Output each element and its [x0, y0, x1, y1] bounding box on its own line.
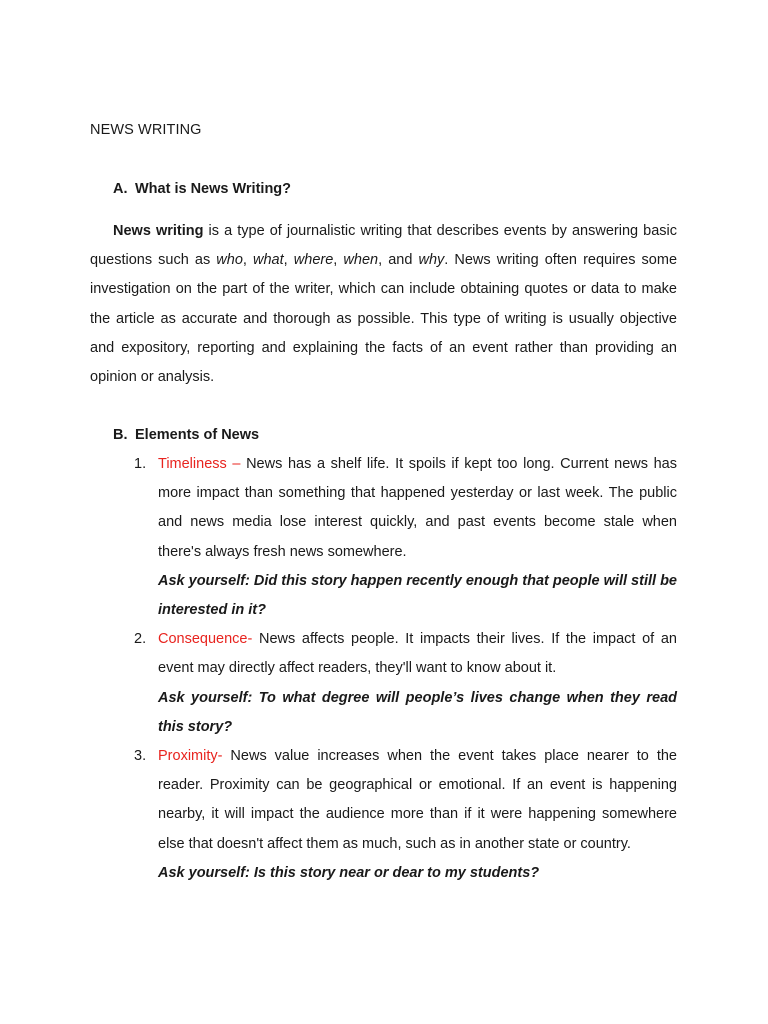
separator: , [242, 252, 254, 269]
intro-term: News writing [113, 223, 204, 239]
element-term: Consequence- [158, 631, 253, 648]
element-text: News affects people. It impacts their lives. If the impact of an event may directly affect readers, they'll want to know about it. [158, 631, 677, 677]
ask-yourself-prompt: Ask yourself: To what degree will people’s lives change when they read this story? [158, 689, 677, 735]
separator: , [333, 252, 344, 269]
section-a-letter: A. [113, 181, 128, 197]
question-what: what [253, 252, 284, 269]
section-b-heading-text: Elements of News [135, 427, 260, 443]
element-term: Proximity- [158, 748, 223, 765]
list-item-proximity [0, 742, 677, 888]
element-text: News value increases when the event takes place nearer to the reader. Proximity can be geographical or emotional. If an event is happening nearby, it will impact the audience more than if it were happening somewhere else that doesn't affect them as much, such as in another state or country. [158, 748, 677, 852]
list-item-timeliness [0, 450, 677, 625]
intro-paragraph [90, 217, 677, 392]
question-where: where [293, 252, 334, 269]
list-number: 3. [134, 748, 147, 765]
ask-yourself-prompt: Ask yourself: Is this story near or dear to my students? [158, 864, 540, 881]
document-title: NEWS WRITING [90, 122, 202, 138]
elements-list [0, 450, 768, 888]
element-description [158, 625, 677, 683]
section-a-heading [113, 181, 291, 197]
element-term: Timeliness – [158, 456, 241, 472]
question-who: who [216, 252, 243, 269]
list-number: 1. [134, 456, 147, 472]
list-number: 2. [134, 631, 147, 648]
intro-text-2: . News writing often requires some investigation on the part of the writer, which can include obtaining quotes or data to make the article as accurate and thorough as possible. This type of writing is usually objective and expository, reporting and explaining the facts of an event rather than providing an opinion or analysis. [90, 252, 678, 386]
separator: , and [378, 252, 419, 269]
section-b-heading [113, 427, 259, 443]
section-a-heading-text: What is News Writing? [135, 181, 292, 197]
intro-text-1: is a type of journalistic writing that describes events by answering basic questions such as [90, 223, 678, 269]
question-when: when [343, 252, 379, 269]
element-description [158, 450, 677, 567]
separator: , [283, 252, 294, 269]
question-why: why [418, 252, 445, 269]
element-text: News has a shelf life. It spoils if kept too long. Current news has more impact than something that happened yesterday or last week. The public and news media lose interest quickly, and past events become stale when there's always fresh news somewhere. [158, 456, 677, 560]
list-item-consequence [0, 625, 677, 742]
ask-yourself-prompt: Ask yourself: Did this story happen recently enough that people will still be interested in it? [158, 572, 677, 619]
section-b-letter: B. [113, 427, 128, 443]
element-description [158, 742, 677, 859]
